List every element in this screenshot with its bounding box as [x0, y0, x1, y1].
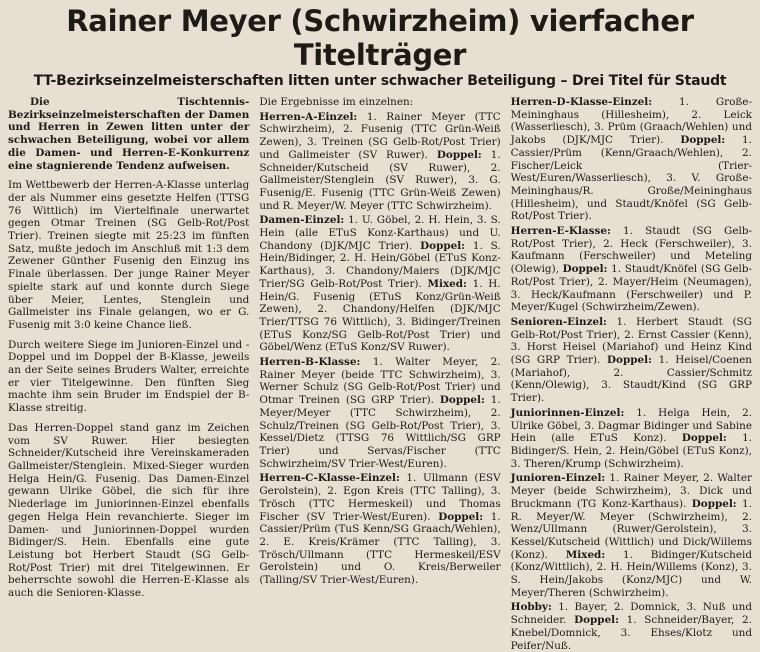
result-text: 1. Bayer, 2. Domnick, 3. Nuß und Schneider. [510, 601, 752, 627]
lead-paragraph: Die Tischtennis-Bezirkseinzelmeisterschaften der Damen und Herren in Zewen litten unter der schwachen Beteiligung, wobei vor allem die Damen- und Herren-E-Konkurrenz eine stagnierende Tendenz aufweisen. [8, 96, 250, 172]
result-text: 1. R. Meyer/W. Meyer (Schwirzheim), 2. Wenz/Ullmann (Ruwer/Gerolstein), 3. Kessel/Kutscheid (Wittlich) und Dick/Willems (Konz). [510, 497, 752, 561]
result-entry [511, 316, 752, 405]
result-text: 1. Staudt (SG Gelb-Rot/Post Trier), 2. Heck (Ferschweiler), 3. Kaufmann (Ferschweiler) und Meteling (Olewig), [510, 225, 752, 276]
result-label: Doppel: [436, 148, 482, 161]
result-label: Doppel: [681, 432, 727, 445]
result-text: 1. Herbert Staudt (SG Gelb-Rot/Post Trier), 2. Ernst Cassier (Kenn), 3. Horst Heisel (Mariahof) und Heinz Kind (SG GRP Trier). [510, 315, 752, 367]
result-label: Mixed: [427, 277, 467, 290]
result-text: 1. Rainer Meyer (TTC Schwirzheim), 2. Fusenig (TTC Grün-Weiß Zewen), 3. Treinen (SG Gelb-Rot/Post Trier) und Gallmeister (SV Ruwer). [259, 110, 501, 161]
result-text: 1. Ullmann (ESV Gerolstein), 2. Egon Kreis (TTC Talling), 3. Trösch (TTC Hermeskeil) und Thomas Fischer (SV Trier-West/Euren). [259, 472, 501, 523]
result-label: Mixed: [565, 548, 606, 561]
result-label: Doppel: [680, 134, 726, 147]
result-label: Doppel: [691, 497, 737, 510]
result-text: 1. Walter Meyer, 2. Rainer Meyer (beide TTC Schwirzheim), 3. Werner Schulz (SG Gelb-Rot/Post Trier) und Otmar Treinen (SG GRP Trier). [259, 356, 501, 407]
result-text: 1. Helga Hein, 2. Ulrike Göbel, 3. Dagmar Bidinger und Sabine Hein (alle ETuS Konz). [510, 406, 752, 445]
results-intro: Die Ergebnisse im einzelnen: [259, 96, 414, 108]
result-text: 1. Schneider/Kutscheid (SV Ruwer), 2. Gallmeister/Stenglein (SV Ruwer), 3. G. Fusenig/E. Fusenig (TTC Grün-Weiß Zewen) und R. Meyer/W. Meyer (TTC Schwirzheim). [259, 148, 501, 212]
result-entry [259, 111, 500, 213]
result-label: Doppel: [574, 614, 619, 627]
result-text: 1. U. Göbel, 2. H. Hein, 3. S. Hein (alle ETuS Konz-Karthaus) und U. Chandony (DJK/MJC Trier). [259, 214, 501, 252]
result-label: Doppel: [562, 263, 608, 276]
result-label: Herren-B-Klasse: [259, 356, 361, 369]
result-text: 1. Staudt/Knöfel (SG Gelb-Rot/Post Trier), 2. Mayer/Heim (Neumagen), 3. Heck/Kaufmann (Ferschweiler) und P. Meyer/Kugel (Schwirzheim/Zewen). [510, 263, 752, 314]
result-text: 1. Schneider/Bayer, 2. Knebel/Domnick, 3. Ehses/Klotz und Peifer/Nuß. [510, 614, 752, 652]
result-label: Herren-C-Klasse-Einzel: [259, 472, 400, 485]
result-entry [259, 356, 500, 470]
column-3 [510, 96, 752, 652]
paragraph: Im Wettbewerb der Herren-A-Klasse unterlag der als Nummer eins gesetzte Helfen (TTSG 76 Wittlich) im Viertelfinale unerwartet gegen Otmar Treinen (SG Gelb-Rot/Post Trier). Treinen siegte mit 25:23 im fünften Satz, mußte jedoch im Anschluß mit 1:3 dem Zewener Günther Fusenig den Einzug ins Finale überlassen. Der junge Rainer Meyer spielte stark auf und konnte durch Siege über Meier, Lentes, Stenglein und Gallmeister ins Finale gelangen, wo er G. Fusenig mit 3:0 keine Chance ließ. [8, 179, 250, 331]
result-label: Damen-Einzel: [259, 214, 345, 227]
result-label: Hobby: [510, 601, 552, 614]
subheadline: TT-Bezirkseinzelmeisterschaften litten unter schwacher Beteiligung – Drei Titel für Staudt [33, 73, 727, 89]
result-label: Junioren-Einzel: [510, 472, 606, 485]
result-label: Juniorinnen-Einzel: [510, 406, 625, 419]
result-text: 1. Cassier/Prüm (TuS Kenn/SG Graach/Wehlen), 2. E. Kreis/Krämer (TTC Talling), 3. Trösch/Ullmann (TTC Hermeskeil/ESV Gerolstein) und O. Kreis/Berweiler (Talling/SV Trier-West/Euren). [259, 510, 501, 587]
column-2 [259, 96, 500, 608]
result-label: Herren-A-Einzel: [259, 110, 358, 123]
result-label: Herren-E-Klasse: [510, 225, 611, 238]
result-label: Herren-D-Klasse-Einzel: [510, 96, 653, 108]
paragraph: Durch weitere Siege im Junioren-Einzel und -Doppel und im Doppel der B-Klasse, jeweils an der Seite seines Bruders Walter, erreichte er vier Titelgewinne. Den fünften Sieg machte ihm sein Bruder im Endspiel der B-Klasse streitig. [8, 338, 250, 415]
result-text: 1. Cassier/Prüm (Kenn/Graach/Wehlen), 2. Fischer/Leick (Trier-West/Euren/Wasserliesch), 3. V. Große-Meininghaus/R. Große/Meininghaus (Hillesheim), und Staudt/Knöfel (SG Gelb-Rot/Post Trier). [510, 134, 752, 223]
result-text: 1. Bidinger/S. Hein, 2. Hein/Göbel (ETuS Konz), 3. Theren/Krump (Schwirzheim). [510, 432, 752, 470]
result-text: 1. Meyer/Meyer (TTC Schwirzheim), 2. Schulz/Treinen (SG Gelb-Rot/Post Trier), 3. Kessel/Dietz (TTSG 76 Wittlich/SG GRP Trier) und Servas/Fischer (TTC Schwirzheim/SV Trier-West/Euren). [259, 394, 501, 470]
result-entry [511, 472, 752, 599]
result-label: Doppel: [420, 239, 465, 252]
result-text: 1. Bidinger/Kutscheid (Konz/Wittlich), 2. H. Hein/Willems (Konz), 3. S. Hein/Jakobs (Konz/MJC) und W. Meyer/Theren (Schwirzheim). [510, 548, 752, 599]
article-body [8, 96, 752, 652]
result-label: Doppel: [607, 354, 652, 367]
result-entry [511, 225, 752, 314]
paragraph: Das Herren-Doppel stand ganz im Zeichen vom SV Ruwer. Hier besiegten Schneider/Kutscheid ihre Vereinskameraden Gallmeister/Stenglein. Mixed-Sieger wurden Helga Hein/G. Fusenig. Das Damen-Einzel gewann Ulrike Göbel, die sich für ihre Niederlage im Juniorinnen-Einzel ebenfalls gegen Helga Hein revanchierte. Sieger im Damen- und Juniorinnen-Doppel wurden Bidinger/S. Hein. Ebenfalls eine gute Leistung bot Herbert Staudt (SG Gelb-Rot/Post Trier) mit drei Titelgewinnen. Er beherrschte sowohl die Herren-E-Klasse als auch die Senioren-Klasse. [8, 421, 250, 600]
column-1 [8, 96, 249, 608]
result-text: 1. S. Hein/Bidinger, 2. H. Hein/Göbel (ETuS Konz-Karthaus), 3. Chandony/Maiers (DJK/MJC Trier/SG Gelb-Rot/Post Trier). [259, 239, 501, 290]
result-entry [511, 407, 752, 471]
result-text: 1. H. Hein/G. Fusenig (ETuS Konz/Grün-Weiß Zewen), 2. Chandony/Helfen (DJK/MJC Trier/TTSG 76 Wittlich), 3. Bidinger/Treinen (ETuS Konz/SG Gelb-Rot/Post Trier) und Göbel/Wenz (ETuS Konz/SV Ruwer). [259, 277, 501, 354]
result-entry [511, 96, 752, 223]
result-entry [259, 214, 500, 354]
result-label: Senioren-Einzel: [510, 315, 607, 328]
result-text: 1. Große-Meininghaus (Hillesheim), 2. Leick (Wasserliesch), 3. Prüm (Graach/Wehlen) und Jakobs (DJK/MJC Trier). [510, 96, 752, 147]
result-entry [511, 601, 752, 652]
result-label: Doppel: [439, 394, 485, 407]
result-text: 1. Rainer Meyer, 2. Walter Meyer (beide Schwirzheim), 3. Dick und Bruckmann (TG Konz-Karthaus). [510, 472, 752, 510]
result-label: Doppel: [438, 510, 484, 523]
result-entry [259, 472, 500, 586]
result-text: 1. Heisel/Coenen (Mariahof), 2. Cassier/Schmitz (Kenn/Olewig), 3. Staudt/Kind (SG GRP Trier). [510, 354, 752, 405]
headline: Rainer Meyer (Schwirzheim) vierfacher Titelträger [66, 4, 694, 72]
